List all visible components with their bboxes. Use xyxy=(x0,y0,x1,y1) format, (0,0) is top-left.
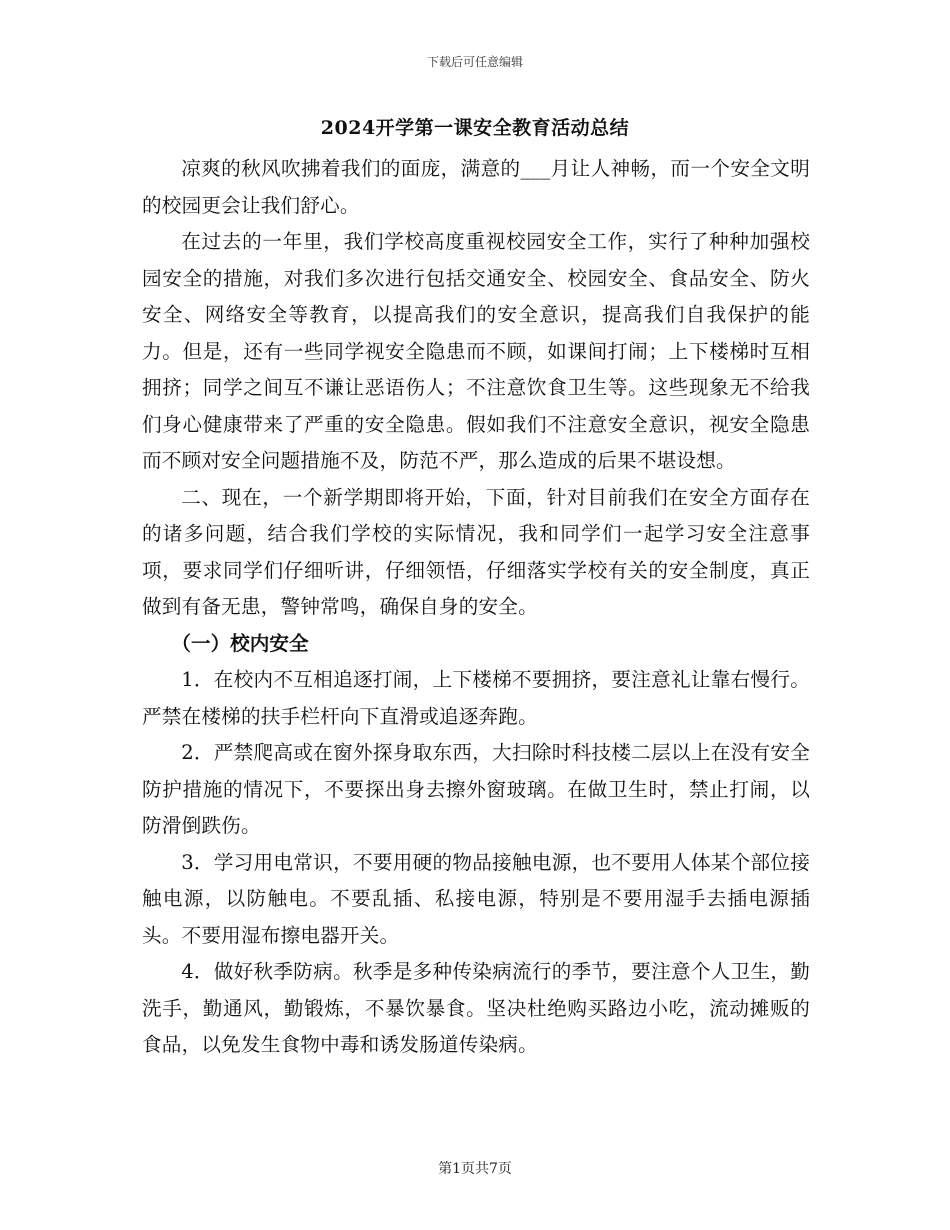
list-item-1: 1．在校内不互相追逐打闹，上下楼梯不要拥挤，要注意礼让靠右慢行。严禁在楼梯的扶手栏杆向下直滑或追逐奔跑。 xyxy=(142,668,810,728)
page-number: 第1页共7页 xyxy=(438,1161,512,1177)
list-item-2: 2．严禁爬高或在窗外探身取东西，大扫除时科技楼二层以上在没有安全防护措施的情况下，不要探出身去擦外窗玻璃。在做卫生时，禁止打闹，以防滑倒跌伤。 xyxy=(142,741,810,837)
document-body xyxy=(142,151,810,1064)
document-title: 2024开学第一课安全教育活动总结 xyxy=(320,117,630,139)
intro-paragraph-3: 二、现在，一个新学期即将开始，下面，针对目前我们在安全方面存在的诸多问题，结合我们学校的实际情况，我和同学们一起学习安全注意事项，要求同学们仔细听讲，仔细领悟，仔细落实学校有关的安全制度，真正做到有备无患，警钟常鸣，确保自身的安全。 xyxy=(142,485,810,618)
page-header-note: 下载后可任意编辑 xyxy=(426,55,523,69)
section-heading: （一）校内安全 xyxy=(171,631,309,655)
intro-paragraph-2: 在过去的一年里，我们学校高度重视校园安全工作，实行了种种加强校园安全的措施，对我们多次进行包括交通安全、校园安全、食品安全、防火安全、网络安全等教育，以提高我们的安全意识，提高我们自我保护的能力。但是，还有一些同学视安全隐患而不顾，如课间打闹；上下楼梯时互相拥挤；同学之间互不谦让恶语伤人；不注意饮食卫生等。这些现象无不给我们身心健康带来了严重的安全隐患。假如我们不注意安全意识，视安全隐患而不顾对安全问题措施不及，防范不严，那么造成的后果不堪设想。 xyxy=(142,230,810,472)
intro-paragraph-1: 凉爽的秋风吹拂着我们的面庞，满意的___月让人神畅，而一个安全文明的校园更会让我们舒心。 xyxy=(142,157,810,217)
list-item-3: 3．学习用电常识，不要用硬的物品接触电源，也不要用人体某个部位接触电源，以防触电。不要乱插、私接电源，特别是不要用湿手去插电源插头。不要用湿布擦电器开关。 xyxy=(142,850,810,947)
list-item-4: 4．做好秋季防病。秋季是多种传染病流行的季节，要注意个人卫生，勤洗手，勤通风，勤锻炼，不暴饮暴食。坚决杜绝购买路边小吃，流动摊贩的食品，以免发生食物中毒和诱发肠道传染病。 xyxy=(142,960,810,1056)
